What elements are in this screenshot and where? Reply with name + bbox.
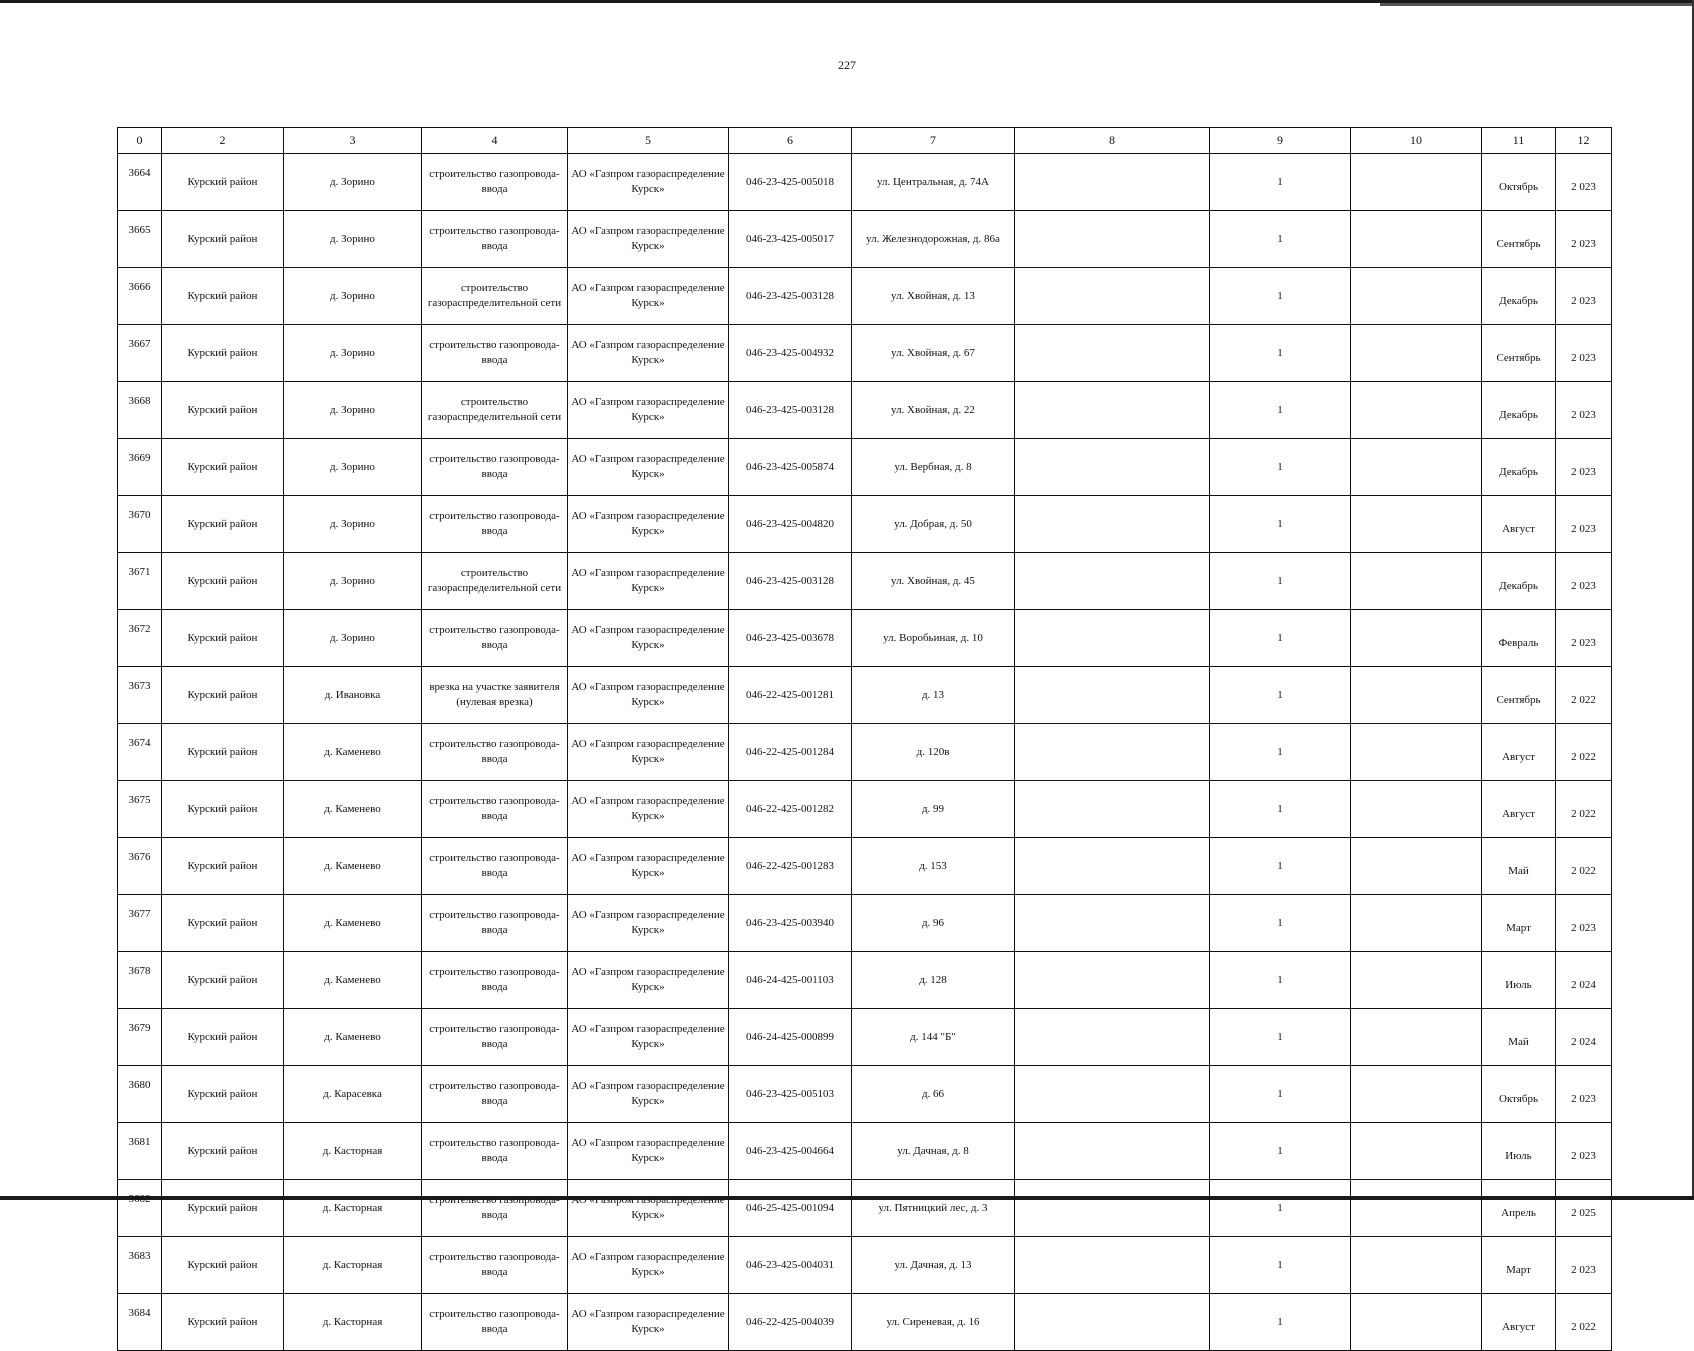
row-number-cell: 3679 [118, 1009, 162, 1066]
district-cell: Курский район [162, 382, 284, 439]
column-8-cell [1015, 1123, 1210, 1180]
row-number-cell: 3681 [118, 1123, 162, 1180]
district-cell: Курский район [162, 1180, 284, 1237]
quantity-cell: 1 [1210, 439, 1351, 496]
organization-cell: АО «Газпром газораспределение Курск» [568, 268, 729, 325]
column-header: 0 [118, 128, 162, 154]
scan-edge-top-right [1380, 3, 1694, 6]
work-type-cell: врезка на участке заявителя (нулевая врезка) [422, 667, 568, 724]
address-cell: ул. Вербная, д. 8 [852, 439, 1015, 496]
work-type-cell: строительство газопровода-ввода [422, 1180, 568, 1237]
year-cell: 2 022 [1556, 724, 1612, 781]
month-cell: Декабрь [1482, 382, 1556, 439]
column-8-cell [1015, 952, 1210, 1009]
code-cell: 046-23-425-004664 [729, 1123, 852, 1180]
address-cell: ул. Воробьиная, д. 10 [852, 610, 1015, 667]
address-cell: ул. Хвойная, д. 45 [852, 553, 1015, 610]
row-number-cell: 3670 [118, 496, 162, 553]
quantity-cell: 1 [1210, 610, 1351, 667]
code-cell: 046-23-425-004031 [729, 1237, 852, 1294]
address-cell: ул. Дачная, д. 13 [852, 1237, 1015, 1294]
locality-cell: д. Касторная [284, 1180, 422, 1237]
month-cell: Сентябрь [1482, 325, 1556, 382]
work-type-cell: строительство газопровода-ввода [422, 838, 568, 895]
column-10-cell [1351, 781, 1482, 838]
code-cell: 046-25-425-001094 [729, 1180, 852, 1237]
work-type-cell: строительство газопровода-ввода [422, 952, 568, 1009]
row-number-cell: 3666 [118, 268, 162, 325]
quantity-cell: 1 [1210, 268, 1351, 325]
table-row [118, 1294, 1612, 1351]
table-row [118, 268, 1612, 325]
organization-cell: АО «Газпром газораспределение Курск» [568, 1066, 729, 1123]
address-cell: ул. Хвойная, д. 22 [852, 382, 1015, 439]
locality-cell: д. Каменево [284, 724, 422, 781]
year-cell: 2 022 [1556, 781, 1612, 838]
table-row [118, 1237, 1612, 1294]
district-cell: Курский район [162, 154, 284, 211]
column-8-cell [1015, 724, 1210, 781]
district-cell: Курский район [162, 724, 284, 781]
row-number-cell: 3665 [118, 211, 162, 268]
month-cell: Декабрь [1482, 439, 1556, 496]
quantity-cell: 1 [1210, 1180, 1351, 1237]
district-cell: Курский район [162, 1237, 284, 1294]
district-cell: Курский район [162, 211, 284, 268]
quantity-cell: 1 [1210, 895, 1351, 952]
year-cell: 2 023 [1556, 439, 1612, 496]
address-cell: ул. Сиреневая, д. 16 [852, 1294, 1015, 1351]
quantity-cell: 1 [1210, 724, 1351, 781]
month-cell: Сентябрь [1482, 667, 1556, 724]
quantity-cell: 1 [1210, 1237, 1351, 1294]
work-type-cell: строительство газопровода-ввода [422, 724, 568, 781]
organization-cell: АО «Газпром газораспределение Курск» [568, 724, 729, 781]
district-cell: Курский район [162, 895, 284, 952]
address-cell: ул. Добрая, д. 50 [852, 496, 1015, 553]
column-8-cell [1015, 781, 1210, 838]
locality-cell: д. Зорино [284, 439, 422, 496]
code-cell: 046-23-425-005018 [729, 154, 852, 211]
district-cell: Курский район [162, 667, 284, 724]
locality-cell: д. Зорино [284, 610, 422, 667]
quantity-cell: 1 [1210, 838, 1351, 895]
organization-cell: АО «Газпром газораспределение Курск» [568, 439, 729, 496]
year-cell: 2 023 [1556, 325, 1612, 382]
year-cell: 2 023 [1556, 895, 1612, 952]
quantity-cell: 1 [1210, 1066, 1351, 1123]
district-cell: Курский район [162, 1123, 284, 1180]
column-8-cell [1015, 667, 1210, 724]
year-cell: 2 024 [1556, 952, 1612, 1009]
locality-cell: д. Зорино [284, 211, 422, 268]
column-10-cell [1351, 667, 1482, 724]
column-10-cell [1351, 895, 1482, 952]
locality-cell: д. Зорино [284, 154, 422, 211]
row-number-cell: 3676 [118, 838, 162, 895]
table-row [118, 1066, 1612, 1123]
organization-cell: АО «Газпром газораспределение Курск» [568, 952, 729, 1009]
code-cell: 046-23-425-004820 [729, 496, 852, 553]
locality-cell: д. Карасевка [284, 1066, 422, 1123]
year-cell: 2 024 [1556, 1009, 1612, 1066]
month-cell: Май [1482, 838, 1556, 895]
district-cell: Курский район [162, 1009, 284, 1066]
table-row [118, 838, 1612, 895]
column-10-cell [1351, 268, 1482, 325]
column-8-cell [1015, 838, 1210, 895]
organization-cell: АО «Газпром газораспределение Курск» [568, 1180, 729, 1237]
address-cell: ул. Пятницкий лес, д. 3 [852, 1180, 1015, 1237]
organization-cell: АО «Газпром газораспределение Курск» [568, 553, 729, 610]
locality-cell: д. Зорино [284, 268, 422, 325]
column-8-cell [1015, 553, 1210, 610]
organization-cell: АО «Газпром газораспределение Курск» [568, 1237, 729, 1294]
column-10-cell [1351, 1009, 1482, 1066]
month-cell: Март [1482, 1237, 1556, 1294]
column-8-cell [1015, 1237, 1210, 1294]
month-cell: Август [1482, 724, 1556, 781]
year-cell: 2 023 [1556, 382, 1612, 439]
organization-cell: АО «Газпром газораспределение Курск» [568, 382, 729, 439]
month-cell: Декабрь [1482, 553, 1556, 610]
code-cell: 046-23-425-003128 [729, 382, 852, 439]
row-number-cell: 3667 [118, 325, 162, 382]
district-cell: Курский район [162, 838, 284, 895]
header-row [118, 128, 1612, 154]
month-cell: Сентябрь [1482, 211, 1556, 268]
work-type-cell: строительство газопровода-ввода [422, 1237, 568, 1294]
row-number-cell: 3671 [118, 553, 162, 610]
column-header: 9 [1210, 128, 1351, 154]
work-type-cell: строительство газопровода-ввода [422, 154, 568, 211]
year-cell: 2 023 [1556, 610, 1612, 667]
month-cell: Август [1482, 1294, 1556, 1351]
quantity-cell: 1 [1210, 1123, 1351, 1180]
organization-cell: АО «Газпром газораспределение Курск» [568, 325, 729, 382]
code-cell: 046-23-425-004932 [729, 325, 852, 382]
row-number-cell: 3664 [118, 154, 162, 211]
column-8-cell [1015, 382, 1210, 439]
quantity-cell: 1 [1210, 553, 1351, 610]
month-cell: Июль [1482, 1123, 1556, 1180]
quantity-cell: 1 [1210, 325, 1351, 382]
code-cell: 046-23-425-003128 [729, 268, 852, 325]
address-cell: ул. Дачная, д. 8 [852, 1123, 1015, 1180]
column-10-cell [1351, 838, 1482, 895]
organization-cell: АО «Газпром газораспределение Курск» [568, 1294, 729, 1351]
row-number-cell: 3680 [118, 1066, 162, 1123]
column-8-cell [1015, 1294, 1210, 1351]
code-cell: 046-22-425-001282 [729, 781, 852, 838]
column-8-cell [1015, 325, 1210, 382]
data-table [117, 127, 1612, 1351]
column-header: 7 [852, 128, 1015, 154]
table-row [118, 439, 1612, 496]
column-10-cell [1351, 439, 1482, 496]
table-row [118, 211, 1612, 268]
column-10-cell [1351, 496, 1482, 553]
district-cell: Курский район [162, 268, 284, 325]
month-cell: Октябрь [1482, 154, 1556, 211]
work-type-cell: строительство газопровода-ввода [422, 781, 568, 838]
table-row [118, 382, 1612, 439]
code-cell: 046-22-425-001281 [729, 667, 852, 724]
year-cell: 2 023 [1556, 1066, 1612, 1123]
code-cell: 046-23-425-003678 [729, 610, 852, 667]
locality-cell: д. Зорино [284, 553, 422, 610]
quantity-cell: 1 [1210, 211, 1351, 268]
row-number-cell: 3677 [118, 895, 162, 952]
month-cell: Август [1482, 496, 1556, 553]
address-cell: д. 128 [852, 952, 1015, 1009]
year-cell: 2 023 [1556, 268, 1612, 325]
locality-cell: д. Каменево [284, 1009, 422, 1066]
locality-cell: д. Каменево [284, 952, 422, 1009]
column-10-cell [1351, 1294, 1482, 1351]
district-cell: Курский район [162, 952, 284, 1009]
district-cell: Курский район [162, 553, 284, 610]
quantity-cell: 1 [1210, 382, 1351, 439]
column-10-cell [1351, 1180, 1482, 1237]
column-header: 8 [1015, 128, 1210, 154]
organization-cell: АО «Газпром газораспределение Курск» [568, 667, 729, 724]
code-cell: 046-23-425-005017 [729, 211, 852, 268]
district-cell: Курский район [162, 1294, 284, 1351]
column-10-cell [1351, 1123, 1482, 1180]
table-row [118, 610, 1612, 667]
row-number-cell: 3684 [118, 1294, 162, 1351]
column-header: 10 [1351, 128, 1482, 154]
column-10-cell [1351, 1237, 1482, 1294]
code-cell: 046-24-425-000899 [729, 1009, 852, 1066]
year-cell: 2 023 [1556, 1123, 1612, 1180]
organization-cell: АО «Газпром газораспределение Курск» [568, 838, 729, 895]
address-cell: д. 144 "Б" [852, 1009, 1015, 1066]
table-row [118, 1009, 1612, 1066]
year-cell: 2 023 [1556, 211, 1612, 268]
row-number-cell: 3669 [118, 439, 162, 496]
code-cell: 046-22-425-001284 [729, 724, 852, 781]
column-10-cell [1351, 382, 1482, 439]
work-type-cell: строительство газораспределительной сети [422, 382, 568, 439]
locality-cell: д. Зорино [284, 496, 422, 553]
year-cell: 2 022 [1556, 667, 1612, 724]
month-cell: Февраль [1482, 610, 1556, 667]
code-cell: 046-23-425-005874 [729, 439, 852, 496]
district-cell: Курский район [162, 1066, 284, 1123]
row-number-cell: 3672 [118, 610, 162, 667]
code-cell: 046-22-425-004039 [729, 1294, 852, 1351]
column-header: 12 [1556, 128, 1612, 154]
organization-cell: АО «Газпром газораспределение Курск» [568, 211, 729, 268]
month-cell: Май [1482, 1009, 1556, 1066]
address-cell: ул. Хвойная, д. 13 [852, 268, 1015, 325]
column-8-cell [1015, 1009, 1210, 1066]
quantity-cell: 1 [1210, 781, 1351, 838]
column-10-cell [1351, 1066, 1482, 1123]
row-number-cell: 3673 [118, 667, 162, 724]
column-8-cell [1015, 496, 1210, 553]
year-cell: 2 022 [1556, 838, 1612, 895]
table-row [118, 895, 1612, 952]
address-cell: ул. Железнодорожная, д. 86а [852, 211, 1015, 268]
locality-cell: д. Касторная [284, 1294, 422, 1351]
work-type-cell: строительство газопровода-ввода [422, 1066, 568, 1123]
address-cell: ул. Центральная, д. 74А [852, 154, 1015, 211]
month-cell: Апрель [1482, 1180, 1556, 1237]
quantity-cell: 1 [1210, 154, 1351, 211]
row-number-cell: 3682 [118, 1180, 162, 1237]
locality-cell: д. Касторная [284, 1237, 422, 1294]
column-10-cell [1351, 952, 1482, 1009]
code-cell: 046-23-425-003940 [729, 895, 852, 952]
district-cell: Курский район [162, 496, 284, 553]
column-header: 3 [284, 128, 422, 154]
column-10-cell [1351, 211, 1482, 268]
locality-cell: д. Зорино [284, 325, 422, 382]
work-type-cell: строительство газопровода-ввода [422, 1123, 568, 1180]
work-type-cell: строительство газопровода-ввода [422, 610, 568, 667]
column-header: 5 [568, 128, 729, 154]
address-cell: д. 153 [852, 838, 1015, 895]
district-cell: Курский район [162, 781, 284, 838]
locality-cell: д. Каменево [284, 781, 422, 838]
work-type-cell: строительство газопровода-ввода [422, 211, 568, 268]
column-10-cell [1351, 154, 1482, 211]
work-type-cell: строительство газопровода-ввода [422, 496, 568, 553]
column-8-cell [1015, 1066, 1210, 1123]
organization-cell: АО «Газпром газораспределение Курск» [568, 154, 729, 211]
column-8-cell [1015, 154, 1210, 211]
table-row [118, 667, 1612, 724]
table-row [118, 553, 1612, 610]
table-row [118, 952, 1612, 1009]
address-cell: д. 13 [852, 667, 1015, 724]
locality-cell: д. Ивановка [284, 667, 422, 724]
code-cell: 046-22-425-001283 [729, 838, 852, 895]
column-header: 2 [162, 128, 284, 154]
page-number: 227 [838, 58, 856, 72]
table-row [118, 325, 1612, 382]
row-number-cell: 3668 [118, 382, 162, 439]
work-type-cell: строительство газопровода-ввода [422, 439, 568, 496]
locality-cell: д. Зорино [284, 382, 422, 439]
quantity-cell: 1 [1210, 1009, 1351, 1066]
organization-cell: АО «Газпром газораспределение Курск» [568, 895, 729, 952]
locality-cell: д. Каменево [284, 895, 422, 952]
organization-cell: АО «Газпром газораспределение Курск» [568, 610, 729, 667]
column-10-cell [1351, 553, 1482, 610]
column-8-cell [1015, 268, 1210, 325]
year-cell: 2 023 [1556, 1237, 1612, 1294]
column-8-cell [1015, 610, 1210, 667]
district-cell: Курский район [162, 439, 284, 496]
year-cell: 2 023 [1556, 154, 1612, 211]
column-10-cell [1351, 610, 1482, 667]
organization-cell: АО «Газпром газораспределение Курск» [568, 1009, 729, 1066]
organization-cell: АО «Газпром газораспределение Курск» [568, 496, 729, 553]
row-number-cell: 3678 [118, 952, 162, 1009]
table-row [118, 1123, 1612, 1180]
column-header: 11 [1482, 128, 1556, 154]
table-row [118, 724, 1612, 781]
address-cell: д. 99 [852, 781, 1015, 838]
column-8-cell [1015, 1180, 1210, 1237]
table-row [118, 1180, 1612, 1237]
column-10-cell [1351, 724, 1482, 781]
locality-cell: д. Касторная [284, 1123, 422, 1180]
month-cell: Август [1482, 781, 1556, 838]
quantity-cell: 1 [1210, 667, 1351, 724]
month-cell: Октябрь [1482, 1066, 1556, 1123]
row-number-cell: 3683 [118, 1237, 162, 1294]
month-cell: Июль [1482, 952, 1556, 1009]
column-8-cell [1015, 439, 1210, 496]
column-8-cell [1015, 211, 1210, 268]
table-row [118, 154, 1612, 211]
month-cell: Март [1482, 895, 1556, 952]
table-row [118, 496, 1612, 553]
work-type-cell: строительство газопровода-ввода [422, 325, 568, 382]
year-cell: 2 023 [1556, 553, 1612, 610]
organization-cell: АО «Газпром газораспределение Курск» [568, 781, 729, 838]
address-cell: д. 120в [852, 724, 1015, 781]
work-type-cell: строительство газораспределительной сети [422, 268, 568, 325]
code-cell: 046-23-425-003128 [729, 553, 852, 610]
work-type-cell: строительство газопровода-ввода [422, 895, 568, 952]
code-cell: 046-23-425-005103 [729, 1066, 852, 1123]
quantity-cell: 1 [1210, 952, 1351, 1009]
row-number-cell: 3674 [118, 724, 162, 781]
column-header: 6 [729, 128, 852, 154]
year-cell: 2 025 [1556, 1180, 1612, 1237]
table-row [118, 781, 1612, 838]
address-cell: ул. Хвойная, д. 67 [852, 325, 1015, 382]
column-header: 4 [422, 128, 568, 154]
table-body [118, 154, 1612, 1351]
organization-cell: АО «Газпром газораспределение Курск» [568, 1123, 729, 1180]
work-type-cell: строительство газопровода-ввода [422, 1294, 568, 1351]
quantity-cell: 1 [1210, 1294, 1351, 1351]
month-cell: Декабрь [1482, 268, 1556, 325]
code-cell: 046-24-425-001103 [729, 952, 852, 1009]
year-cell: 2 022 [1556, 1294, 1612, 1351]
address-cell: д. 66 [852, 1066, 1015, 1123]
column-10-cell [1351, 325, 1482, 382]
row-number-cell: 3675 [118, 781, 162, 838]
quantity-cell: 1 [1210, 496, 1351, 553]
work-type-cell: строительство газораспределительной сети [422, 553, 568, 610]
locality-cell: д. Каменево [284, 838, 422, 895]
column-8-cell [1015, 895, 1210, 952]
address-cell: д. 96 [852, 895, 1015, 952]
year-cell: 2 023 [1556, 496, 1612, 553]
district-cell: Курский район [162, 610, 284, 667]
district-cell: Курский район [162, 325, 284, 382]
work-type-cell: строительство газопровода-ввода [422, 1009, 568, 1066]
